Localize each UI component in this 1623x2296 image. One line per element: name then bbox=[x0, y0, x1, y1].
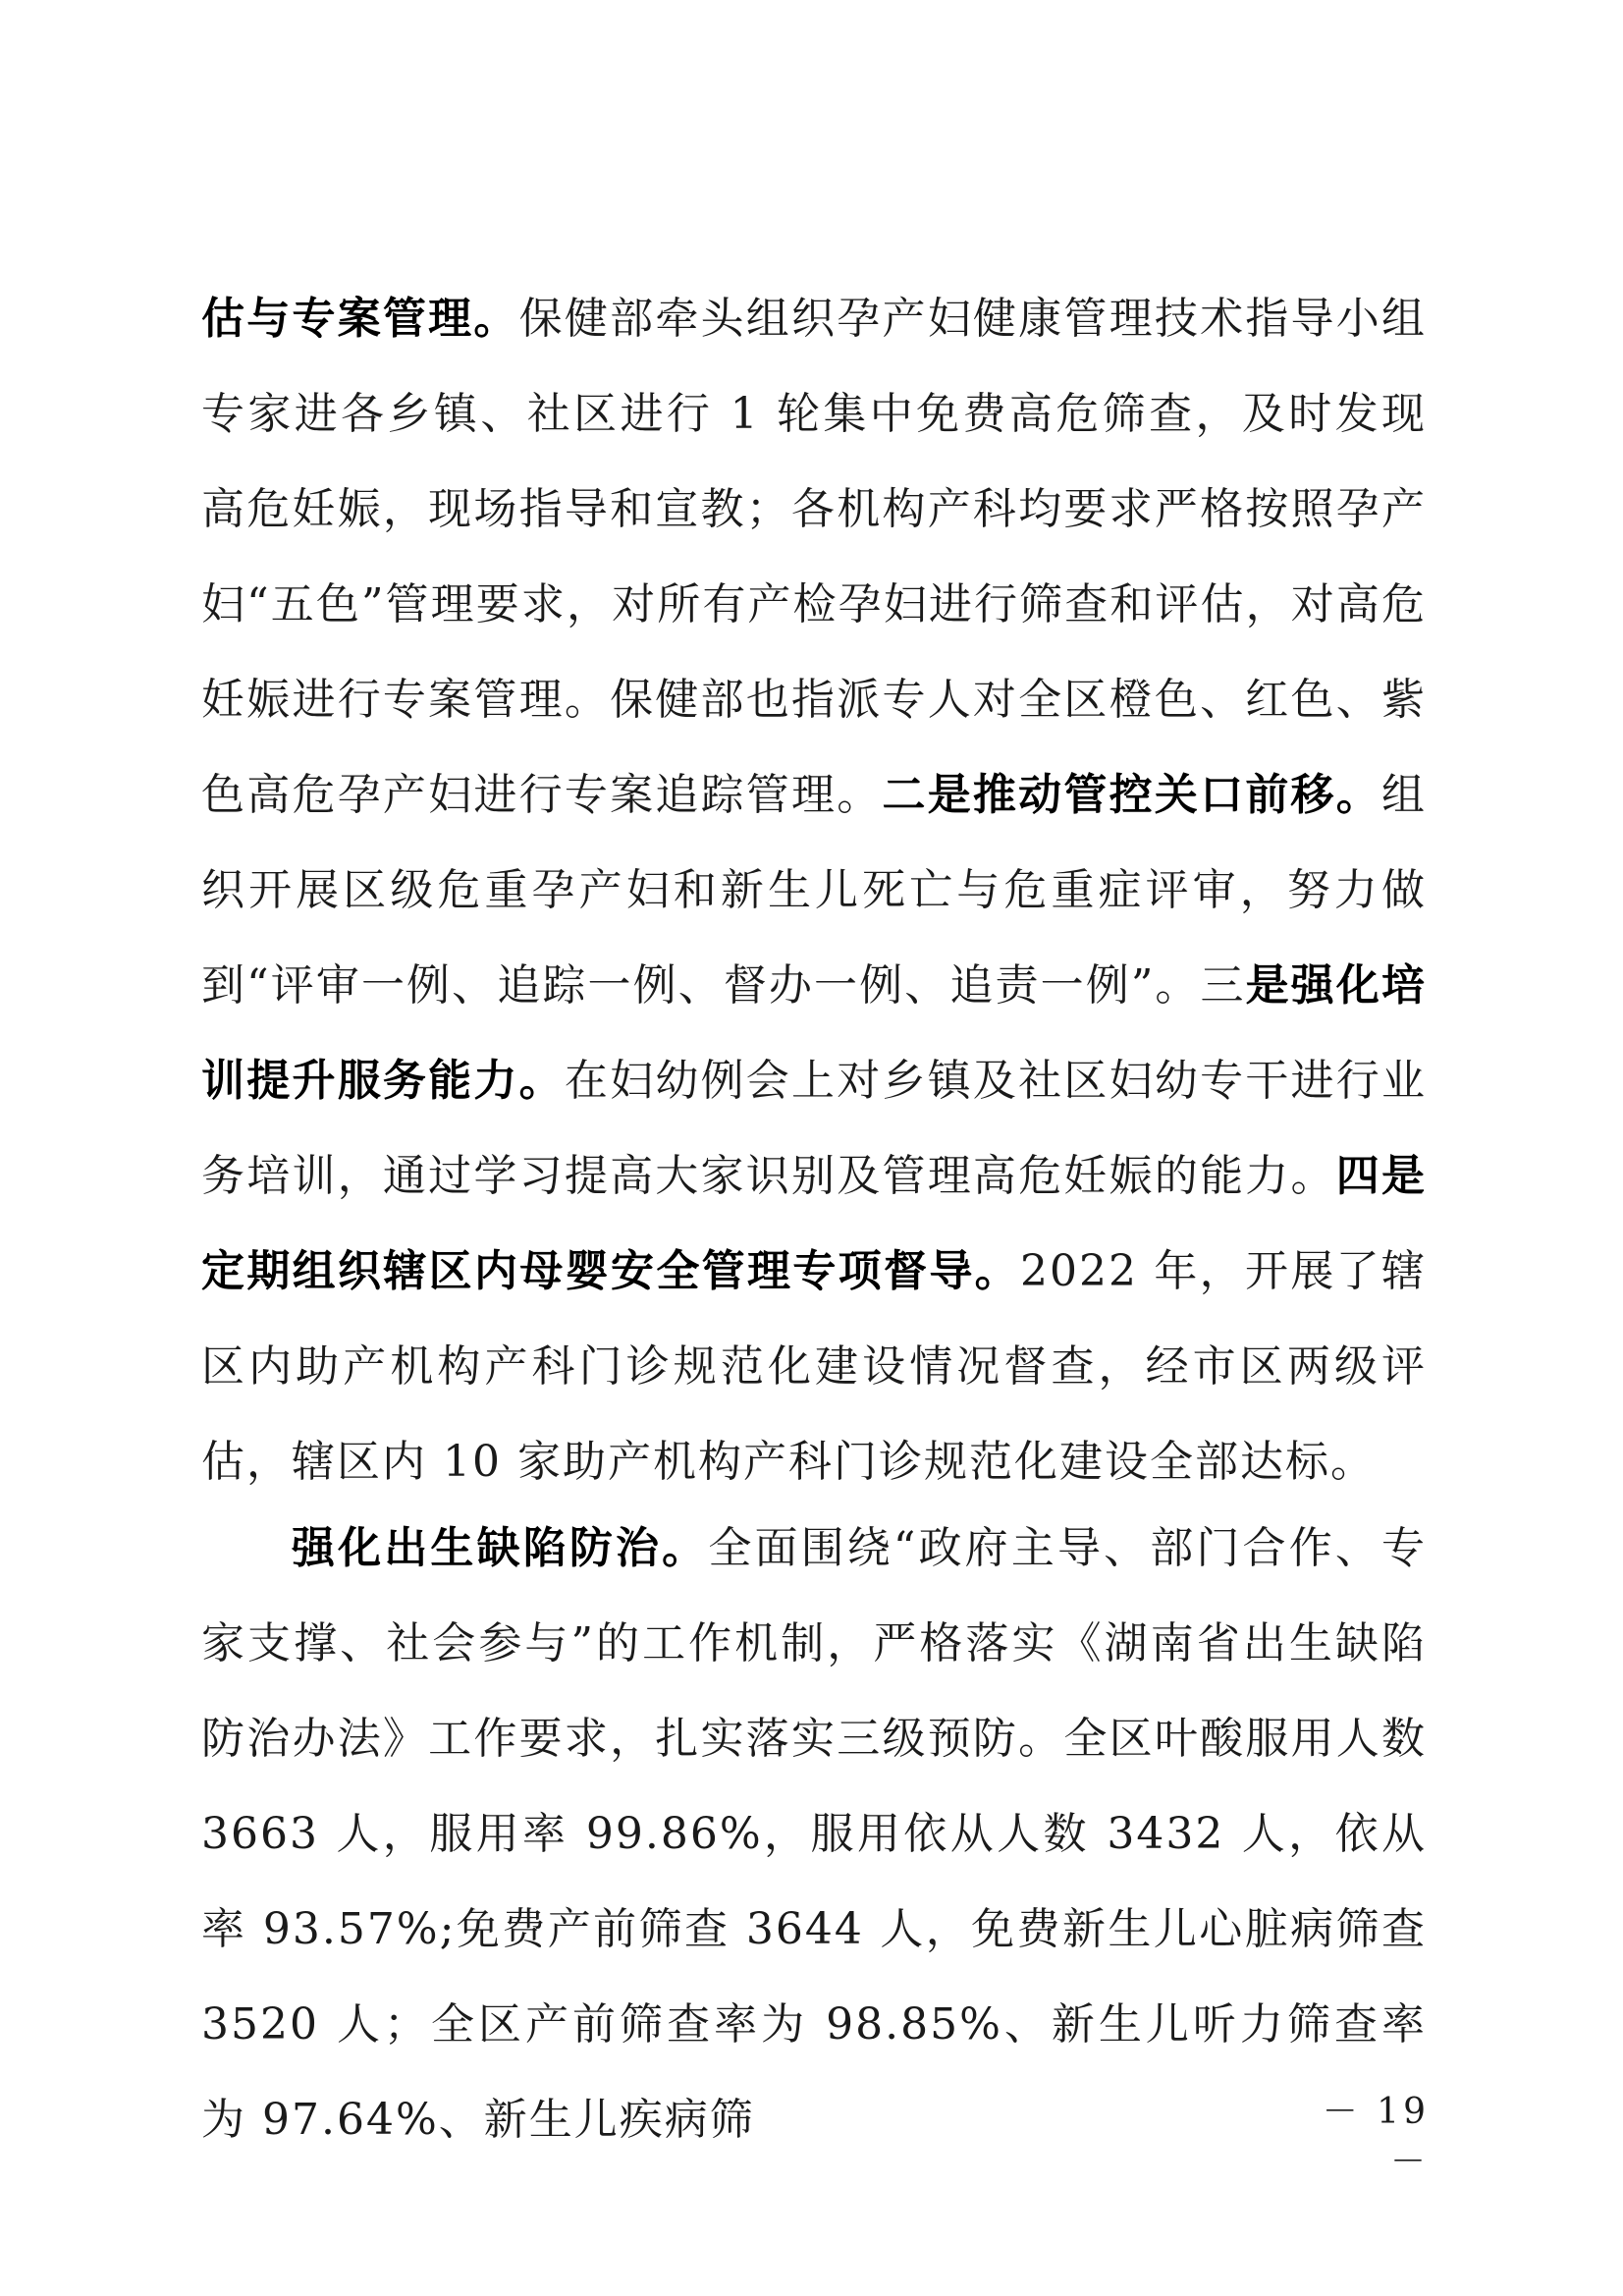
body-paragraph-1 bbox=[201, 271, 1427, 1509]
bold-heading: 二是推动管控关口前移。 bbox=[882, 770, 1382, 820]
body-text: 组织开展区级危重孕产妇和新生儿死亡与危重症评审，努力做到“评审一例、追踪一例、督办一例、追责一例”。三 bbox=[201, 770, 1428, 1011]
bold-heading: 强化出生缺陷防治。 bbox=[292, 1523, 709, 1573]
body-text: 保健部牵头组织孕产妇健康管理技术指导小组专家进各乡镇、社区进行 1 轮集中免费高危筛查，及时发现高危妊娠，现场指导和宣教；各机构产科均要求严格按照孕产妇“五色”管理要求，对所有产检孕妇进行筛查和评估，对高危妊娠进行专案管理。保健部也指派专人对全区橙色、红色、紫色高危孕产妇进行专案追踪管理。 bbox=[201, 294, 1428, 820]
bold-heading: 是强化培训提升服务能力。 bbox=[201, 960, 1427, 1106]
page-number: － 19 － bbox=[1322, 2092, 1430, 2182]
body-text: 全面围绕“政府主导、部门合作、专家支撑、社会参与”的工作机制，严格落实《湖南省出生缺陷防治办法》工作要求，扎实落实三级预防。全区叶酸服用人数 3663 人，服用率 99.86%，服用依从人数 3432 人，依从率 93.57%;免费产前筛查 3644 人，免费新生儿心脏病筛查 3520 人；全区产前筛查率为 98.85%、新生儿听力筛查率为 97.64%、新生儿疾病筛 bbox=[201, 1523, 1427, 2145]
body-paragraph-2 bbox=[201, 1501, 1427, 2167]
bold-heading: 四是定期组织辖区内母婴安全管理专项督导。 bbox=[201, 1151, 1428, 1296]
body-text: 2022 年，开展了辖区内助产机构产科门诊规范化建设情况督查，经市区两级评估，辖区内 10 家助产机构产科门诊规范化建设全部达标。 bbox=[201, 1246, 1428, 1487]
body-text: 在妇幼例会上对乡镇及社区妇幼专干进行业务培训，通过学习提高大家识别及管理高危妊娠的能力。 bbox=[201, 1056, 1428, 1201]
bold-heading: 估与专案管理。 bbox=[201, 294, 519, 344]
